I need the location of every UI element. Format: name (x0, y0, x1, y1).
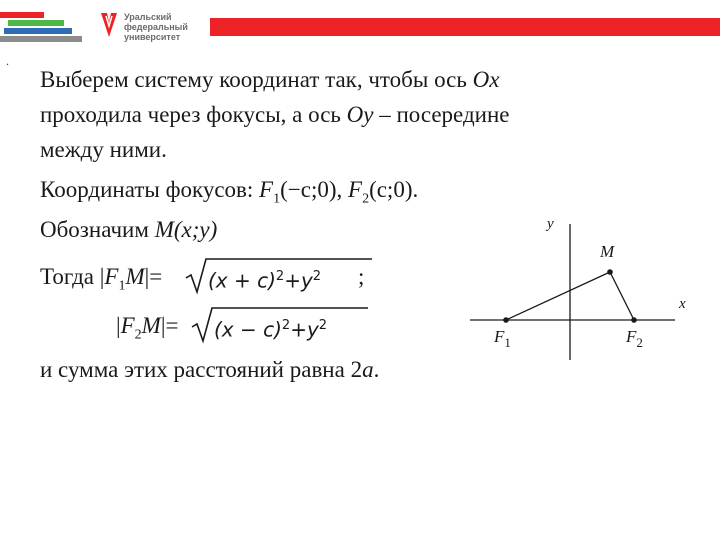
line1-var: Ox (472, 67, 500, 92)
foci-f1: F (259, 177, 274, 202)
formula-2 (214, 312, 327, 344)
foci-line (40, 176, 418, 214)
second-m: M (141, 313, 161, 338)
f1-subscript: 1 (504, 335, 511, 350)
logo-line-3: университет (124, 32, 181, 42)
foci-sub2: 2 (362, 191, 370, 207)
formula1-plus: +y (284, 268, 313, 293)
logo-icon (100, 12, 118, 38)
second-line (116, 312, 178, 350)
formula-1 (208, 263, 321, 295)
denote-line (40, 216, 217, 244)
point-f1 (503, 317, 509, 323)
formula1-sq: 2 (275, 269, 285, 284)
formula2-plus: +y (290, 317, 319, 342)
x-axis-label: x (679, 296, 686, 312)
y-axis-label: y (547, 216, 554, 232)
then-m: M (125, 264, 145, 289)
formula1-expr: (x + c) (208, 268, 276, 293)
segment-m-f2 (610, 272, 634, 320)
foci-sub1: 1 (273, 191, 281, 207)
stripe-gray (0, 36, 82, 42)
formula1-end: ; (358, 264, 365, 289)
logo-line-1: Уральский (124, 12, 172, 22)
then-text: Тогда | (40, 264, 105, 289)
second-post: |= (160, 313, 179, 338)
foci-coords2: (c;0). (369, 177, 419, 202)
stripe-green (8, 20, 64, 26)
f2-label (625, 327, 643, 350)
text-line-3: между ними. (40, 137, 167, 162)
then-post: |= (144, 264, 163, 289)
sum-post: . (373, 357, 380, 382)
second-sub: 2 (134, 327, 142, 343)
m-label: M (600, 242, 615, 261)
second-text: | (116, 313, 121, 338)
line2-var: Oy (346, 102, 374, 127)
line2-post: – посередине (373, 102, 510, 127)
f1-label (493, 327, 511, 350)
formula2-sq2: 2 (318, 318, 328, 333)
sum-text: и сумма этих расстояний равна 2 (40, 357, 363, 382)
line2-text: проходила через фокусы, а ось (40, 102, 347, 127)
ellipse-foci-diagram (470, 212, 705, 372)
foci-coords1: (−c;0), (280, 177, 348, 202)
denote-text: Обозначим (40, 217, 155, 242)
formula2-sq: 2 (281, 318, 291, 333)
header-red-bar (210, 18, 720, 36)
text-line-1 (40, 66, 499, 94)
slide-marker: . (6, 54, 9, 68)
then-sub: 1 (118, 278, 126, 294)
denote-m: M (154, 217, 174, 242)
segment-f1-m (506, 272, 610, 320)
point-m (607, 269, 613, 275)
foci-f2: F (348, 177, 363, 202)
second-f: F (120, 313, 135, 338)
sum-var: a (362, 357, 374, 382)
foci-text: Координаты фокусов: (40, 177, 260, 202)
text-line-2 (40, 101, 509, 129)
header-banner (0, 0, 720, 48)
sum-line (40, 356, 379, 384)
f2-letter: F (626, 327, 637, 346)
logo-text (124, 12, 188, 42)
point-f2 (631, 317, 637, 323)
stripe-red (0, 12, 44, 18)
f2-subscript: 2 (636, 335, 643, 350)
then-line (40, 263, 162, 301)
formula2-expr: (x − c) (214, 317, 282, 342)
f1-letter: F (494, 327, 505, 346)
denote-coords: (x;y) (173, 217, 218, 242)
then-f: F (104, 264, 119, 289)
logo-line-2: федеральный (124, 22, 188, 32)
stripe-blue (4, 28, 72, 34)
line1-text: Выберем систему координат так, чтобы ось (40, 67, 473, 92)
formula1-sq2: 2 (312, 269, 322, 284)
